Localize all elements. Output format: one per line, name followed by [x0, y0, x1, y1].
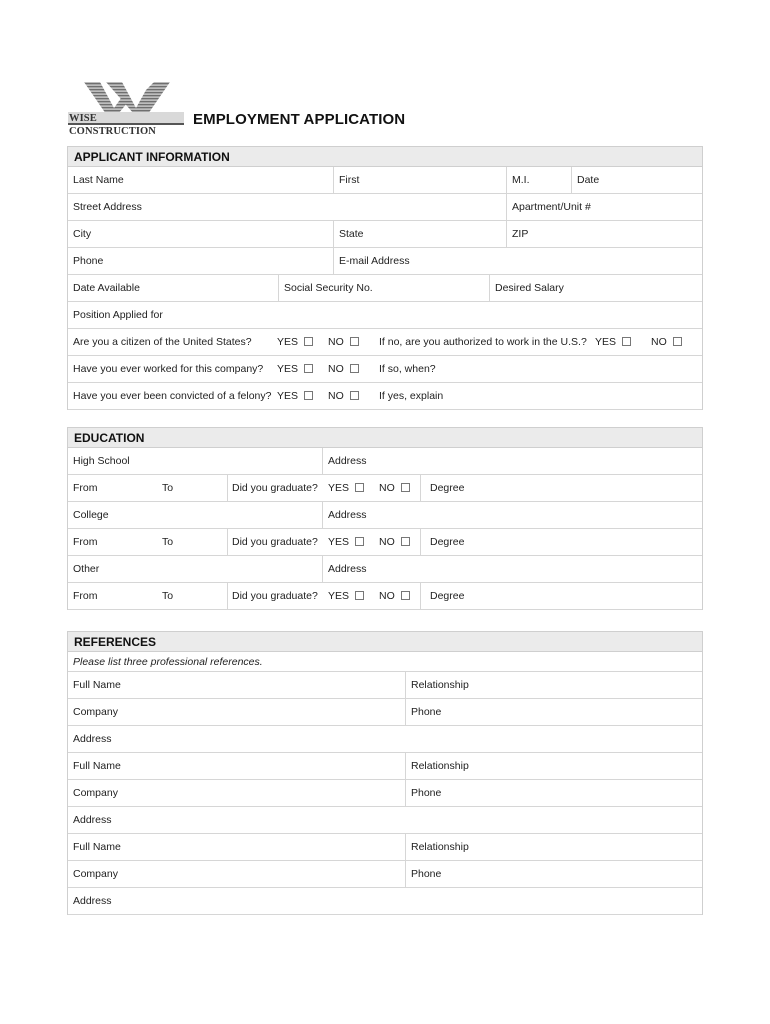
- reference-2-company-row: [68, 780, 702, 807]
- reference-3-address-row: [68, 888, 702, 915]
- reference-1-address-row: [68, 726, 702, 753]
- college-to-field[interactable]: To: [162, 536, 174, 548]
- yes-label: YES: [277, 336, 299, 348]
- last-name-field[interactable]: Last Name: [73, 174, 124, 186]
- references-note: Please list three professional references.: [73, 656, 263, 668]
- no-label: NO: [328, 363, 344, 375]
- worked-no-checkbox[interactable]: [350, 364, 359, 373]
- citizen-yes-option[interactable]: [272, 329, 313, 355]
- state-field[interactable]: State: [339, 228, 364, 240]
- other-school-row: [68, 556, 702, 583]
- ssn-field[interactable]: Social Security No.: [284, 282, 373, 294]
- high-school-field[interactable]: High School: [73, 455, 130, 467]
- no-label: NO: [328, 336, 344, 348]
- college-yes-option[interactable]: [323, 529, 364, 555]
- references-note-row: [68, 652, 702, 672]
- when-field[interactable]: If so, when?: [379, 363, 436, 375]
- zip-field[interactable]: ZIP: [512, 228, 529, 240]
- section-heading: APPLICANT INFORMATION: [68, 147, 702, 167]
- citizen-yes-checkbox[interactable]: [304, 337, 313, 346]
- other-school-no-option[interactable]: [374, 583, 410, 609]
- high-school-dates-row: [68, 475, 702, 502]
- logo-w-graphic: [84, 80, 170, 114]
- section-heading: EDUCATION: [68, 428, 702, 448]
- high-school-address-field[interactable]: Address: [328, 455, 367, 467]
- citizen-no-checkbox[interactable]: [350, 337, 359, 346]
- yes-label: YES: [277, 390, 299, 402]
- college-no-option[interactable]: [374, 529, 410, 555]
- college-field[interactable]: College: [73, 509, 109, 521]
- yes-label: YES: [328, 590, 350, 602]
- reference-1-full-name-field[interactable]: Full Name: [73, 679, 121, 691]
- contact-row: [68, 248, 702, 275]
- name-row: [68, 167, 702, 194]
- education-section: [67, 427, 703, 610]
- reference-3-company-row: [68, 861, 702, 888]
- desired-salary-field[interactable]: Desired Salary: [495, 282, 564, 294]
- reference-2-full-name-field[interactable]: Full Name: [73, 760, 121, 772]
- position-applied-field[interactable]: Position Applied for: [73, 309, 163, 321]
- authorized-yes-option[interactable]: [590, 329, 631, 355]
- city-field[interactable]: City: [73, 228, 92, 240]
- reference-3-name-row: [68, 834, 702, 861]
- middle-initial-field[interactable]: M.I.: [512, 174, 530, 186]
- worked-no-option[interactable]: [323, 356, 359, 382]
- no-label: NO: [379, 590, 395, 602]
- section-heading: REFERENCES: [68, 632, 702, 652]
- high-school-row: [68, 448, 702, 475]
- page-title: EMPLOYMENT APPLICATION: [193, 111, 406, 128]
- citizen-row: [68, 329, 702, 356]
- reference-2-address-field[interactable]: Address: [73, 814, 112, 826]
- date-field[interactable]: Date: [577, 174, 600, 186]
- other-school-from-field[interactable]: From: [73, 590, 98, 602]
- reference-1-phone-field[interactable]: Phone: [411, 706, 442, 718]
- reference-1-company-field[interactable]: Company: [73, 706, 118, 718]
- reference-2-phone-field[interactable]: Phone: [411, 787, 442, 799]
- other-school-yes-option[interactable]: [323, 583, 364, 609]
- first-name-field[interactable]: First: [339, 174, 360, 186]
- street-address-field[interactable]: Street Address: [73, 201, 142, 213]
- email-field[interactable]: E-mail Address: [339, 255, 410, 267]
- reference-3-address-field[interactable]: Address: [73, 895, 112, 907]
- felony-yes-checkbox[interactable]: [304, 391, 313, 400]
- yes-label: YES: [328, 482, 350, 494]
- yes-label: YES: [277, 363, 299, 375]
- city-row: [68, 221, 702, 248]
- college-address-field[interactable]: Address: [328, 509, 367, 521]
- worked-yes-option[interactable]: [272, 356, 313, 382]
- other-school-dates-row: [68, 583, 702, 610]
- reference-2-company-field[interactable]: Company: [73, 787, 118, 799]
- felony-yes-option[interactable]: [272, 383, 313, 409]
- reference-2-relationship-field[interactable]: Relationship: [411, 760, 469, 772]
- explain-field[interactable]: If yes, explain: [379, 390, 444, 402]
- position-row: [68, 302, 702, 329]
- worked-yes-checkbox[interactable]: [304, 364, 313, 373]
- high-school-graduate-question: Did you graduate?: [232, 482, 318, 494]
- other-school-no-checkbox[interactable]: [401, 591, 410, 600]
- reference-1-company-row: [68, 699, 702, 726]
- reference-1-relationship-field[interactable]: Relationship: [411, 679, 469, 691]
- high-school-no-option[interactable]: [374, 475, 410, 501]
- high-school-from-field[interactable]: From: [73, 482, 98, 494]
- availability-row: [68, 275, 702, 302]
- company-logo-text: WISE CONSTRUCTION: [68, 112, 184, 125]
- felony-question: Have you ever been convicted of a felony?: [73, 390, 272, 402]
- college-graduate-question: Did you graduate?: [232, 536, 318, 548]
- authorized-yes-checkbox[interactable]: [622, 337, 631, 346]
- college-degree-field[interactable]: Degree: [430, 536, 465, 548]
- authorized-question: If no, are you authorized to work in the U.S.?: [379, 336, 587, 348]
- high-school-yes-checkbox[interactable]: [355, 483, 364, 492]
- college-yes-checkbox[interactable]: [355, 537, 364, 546]
- authorized-no-checkbox[interactable]: [673, 337, 682, 346]
- other-school-field[interactable]: Other: [73, 563, 100, 575]
- college-from-field[interactable]: From: [73, 536, 98, 548]
- no-label: NO: [379, 482, 395, 494]
- citizen-question: Are you a citizen of the United States?: [73, 336, 252, 348]
- no-label: NO: [651, 336, 667, 348]
- reference-3-phone-field[interactable]: Phone: [411, 868, 442, 880]
- reference-3-full-name-field[interactable]: Full Name: [73, 841, 121, 853]
- felony-row: [68, 383, 702, 410]
- company-logo: [68, 80, 186, 137]
- high-school-to-field[interactable]: To: [162, 482, 174, 494]
- citizen-no-option[interactable]: [323, 329, 359, 355]
- no-label: NO: [328, 390, 344, 402]
- other-school-graduate-question: Did you graduate?: [232, 590, 318, 602]
- reference-1-name-row: [68, 672, 702, 699]
- other-school-address-field[interactable]: Address: [328, 563, 367, 575]
- yes-label: YES: [328, 536, 350, 548]
- authorized-no-option[interactable]: [646, 329, 682, 355]
- yes-label: YES: [595, 336, 617, 348]
- other-school-to-field[interactable]: To: [162, 590, 174, 602]
- applicant-information-section: [67, 146, 703, 410]
- form-header: [68, 80, 428, 137]
- high-school-degree-field[interactable]: Degree: [430, 482, 465, 494]
- worked-question: Have you ever worked for this company?: [73, 363, 264, 375]
- college-dates-row: [68, 529, 702, 556]
- high-school-yes-option[interactable]: [323, 475, 364, 501]
- felony-no-option[interactable]: [323, 383, 359, 409]
- references-section: [67, 631, 703, 915]
- felony-no-checkbox[interactable]: [350, 391, 359, 400]
- college-row: [68, 502, 702, 529]
- reference-2-name-row: [68, 753, 702, 780]
- phone-field[interactable]: Phone: [73, 255, 104, 267]
- other-school-yes-checkbox[interactable]: [355, 591, 364, 600]
- other-school-degree-field[interactable]: Degree: [430, 590, 465, 602]
- reference-2-address-row: [68, 807, 702, 834]
- college-no-checkbox[interactable]: [401, 537, 410, 546]
- address-row: [68, 194, 702, 221]
- reference-1-address-field[interactable]: Address: [73, 733, 112, 745]
- no-label: NO: [379, 536, 395, 548]
- reference-3-company-field[interactable]: Company: [73, 868, 118, 880]
- date-available-field[interactable]: Date Available: [73, 282, 140, 294]
- apartment-field[interactable]: Apartment/Unit #: [512, 201, 591, 213]
- reference-3-relationship-field[interactable]: Relationship: [411, 841, 469, 853]
- worked-row: [68, 356, 702, 383]
- high-school-no-checkbox[interactable]: [401, 483, 410, 492]
